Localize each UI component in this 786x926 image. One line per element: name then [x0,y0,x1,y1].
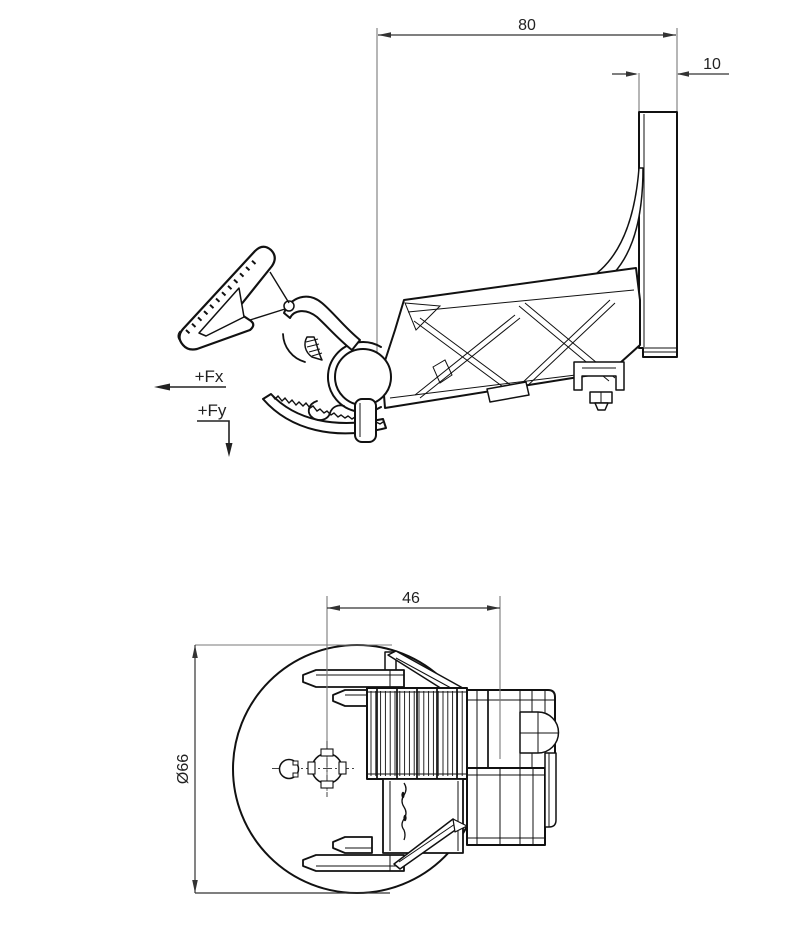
force-fx-label: +Fx [194,367,224,386]
handle-outline [180,247,275,350]
ring-bore [335,349,391,405]
pipe-section [467,690,559,845]
ribbed-section [367,688,467,779]
dimension-arrow-up-icon [192,645,198,658]
dim-80-label: 80 [518,17,536,34]
clamp-fixture [574,362,624,410]
seam-dot [403,815,406,821]
dimension-diameter-66 [175,645,198,893]
center-hole-notch [321,749,333,756]
dimension-arrow-left-icon [327,605,340,611]
force-arrow-fy [197,401,233,457]
finger-bottom-long [303,855,404,871]
ring-top-band [284,297,360,350]
ring-bottom-tab [355,399,376,442]
pilot-hole-notch [293,773,298,777]
finger-top-long [303,670,404,687]
dim-66-label: Ø66 [175,753,192,785]
force-fy-label: +Fy [197,401,227,420]
mounting-plate [639,112,677,357]
finger-bottom-short [333,837,372,853]
dimension-arrow-right-icon [663,32,676,38]
center-hole-notch [308,762,315,774]
bottom-view [175,590,559,893]
pipe-right-strip [545,753,556,827]
force-fy-arrowhead-icon [226,443,233,457]
seam-dot [401,792,404,798]
dimension-80 [378,17,676,38]
fixture-bracket [574,362,624,390]
center-hole-notch [339,762,346,774]
center-hole-notch [321,781,333,788]
force-fx-arrowhead-icon [154,384,170,391]
dim-46-label: 46 [402,590,420,607]
dimension-arrow-right-icon [487,605,500,611]
dimension-arrow-in-right-icon [677,71,689,77]
mounting-plate-body [639,112,677,357]
dimension-arrow-down-icon [192,880,198,893]
dimension-46 [327,590,500,611]
handle-lever [178,247,289,350]
dimension-arrow-left-icon [378,32,391,38]
dimension-arrow-in-left-icon [626,71,638,77]
pilot-hole-notch [293,761,298,765]
side-view [154,17,729,457]
force-fy-line [197,421,229,449]
force-arrow-fx [154,367,226,391]
dim-10-label: 10 [703,56,721,73]
center-features [272,741,357,797]
upper-jaw-arc [283,334,305,362]
dimension-10 [612,56,729,77]
fixture-screw-tip [595,403,608,410]
